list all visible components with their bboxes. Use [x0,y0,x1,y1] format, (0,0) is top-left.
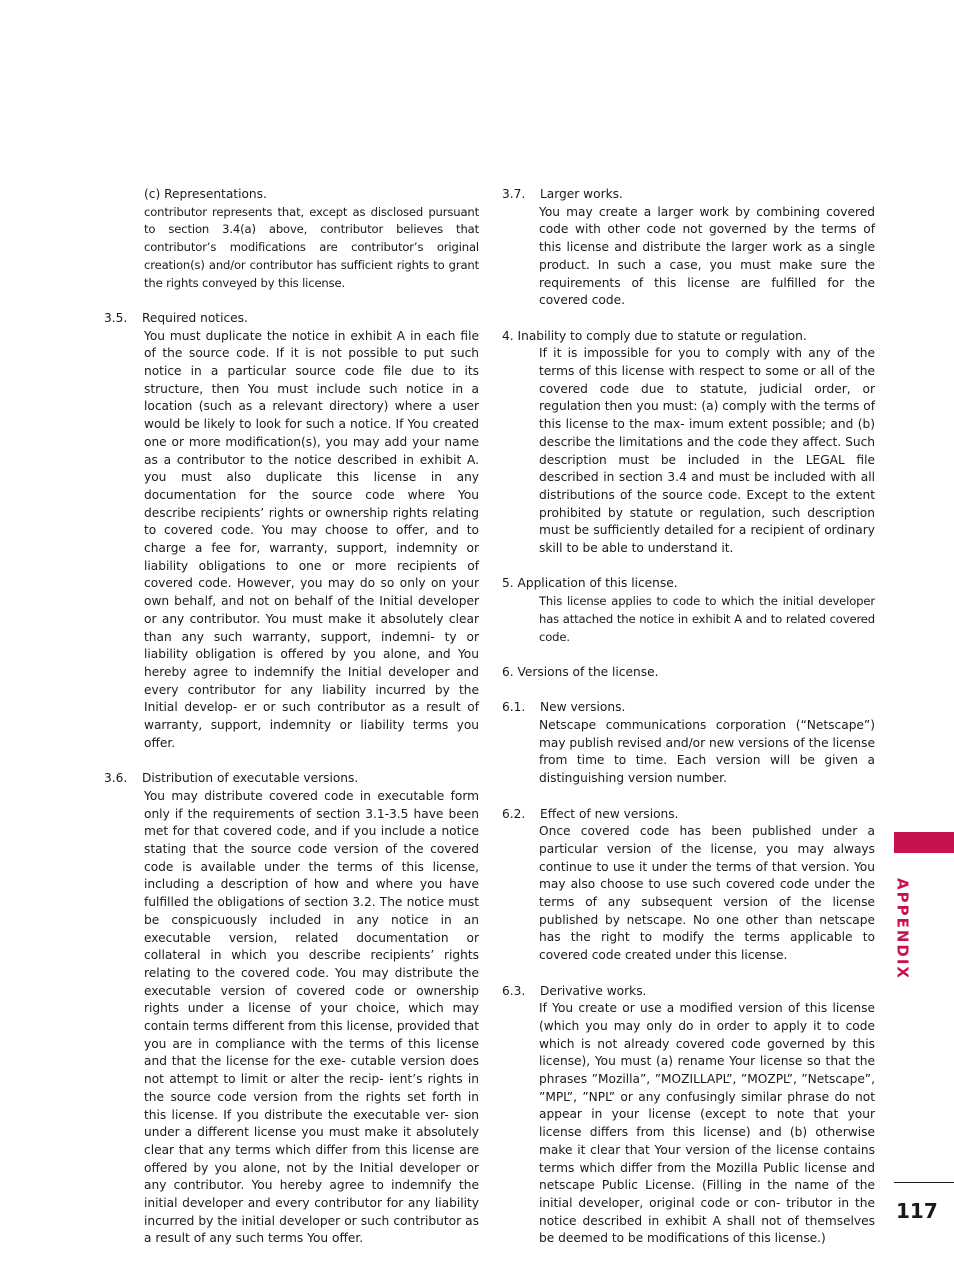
section-5-body: This license applies to code to which the initial developer has attached the notice in exhibit A and to related covered code. [539,594,875,644]
section-6-1-heading [502,699,875,717]
section-3-7 [502,186,875,310]
section-number: 3.6. [104,771,128,786]
section-3-6 [104,770,479,1248]
section-3-5-body: You must duplicate the notice in exhibit A in each file of the source code. If it is not possible to put such notice in a particular source code file due to its structure, then You must include such notice in a location (such as a relevant directory) where a user would be likely to look for such a notice. If You created one or more modification(s), you may add your name as a contributor to the notice described in exhibit A. you must also duplicate this license in any documentation for the source code where You describe recipients’ rights or ownership rights relating to covered code. You may choose to offer, and to charge a fee for, warranty, support, indemnity or liability obligations to one or more recipients of covered code. However, you may do so only on your own behalf, and not on behalf of the Initial developer or any contributor. You must make it absolutely clear than any such warranty, support, indemni- ty or liability obligation is offered by you alone, and You hereby agree to indemnify the Initial developer and every contributor for any liability incurred by the Initial develop- er or such contributor as a result of warranty, support, indemnity or liability terms you offer. [144,328,479,750]
section-4-body: If it is impossible for you to comply with any of the terms of this license with respect to some or all of the covered code due to statute, judicial order, or regulation then you must: (a) comply with the terms of this license to the max- imum extent possible; and (b) describe the limitations and the code they affect. Such description must be included in the LEGAL file described in section 3.4 and must be included with all distributions of the source code. Except to the extent prohibited by statute or regulation, such description must be sufficiently detailed for a recipient of ordinary skill to be able to understand it. [539,346,875,556]
representations-heading: (c) Representations. [144,187,267,201]
section-title: New versions. [540,700,626,715]
section-6-2-heading [502,806,875,824]
section-6-heading: 6. Versions of the license. [502,664,659,679]
section-3-6-body: You may distribute covered code in executable form only if the requirements of section 3.1-3.5 have been met for that covered code, and if you include a notice stating that the source code version of the covered code is available under the terms of this license, including a description of how and where you have fulfilled the obligations of section 3.2. The notice must be conspicuously included in any notice in an executable version, related documentation or collateral in which you describe recipients’ rights relating to the covered code. You may distribute the executable version of covered code or ownership rights under a license of your choice, which may contain terms different from this license, provided that you are in compliance with the terms of this license and that the license for the exe- cutable version does not attempt to limit or alter the recip- ient’s rights in the source code version from the rights set forth in this license. If you distribute the executable ver- sion under a different license you must make it absolutely clear that any terms which differ from this license are offered by you alone, not by the Initial developer or any contributor. You hereby agree to indemnify the initial developer and every contributor for any liability incurred by the initial developer or such contributor as a result of any such terms You offer. [144,788,479,1246]
section-6-1-body: Netscape communications corporation (“Netscape”) may publish revised and/or new versions of the license from time to time. Each version will be given a distinguishing version number. [539,718,875,786]
section-3-6-heading [104,770,479,788]
section-number: 3.7. [502,187,526,201]
section-4 [502,328,875,558]
section-title: Larger works. [540,187,623,201]
section-title: Distribution of executable versions. [142,771,359,786]
section-5 [502,575,875,646]
section-3-5 [104,310,479,753]
appendix-tab-marker [894,832,954,853]
section-title: Required notices. [142,310,248,325]
section-6-3-heading [502,983,875,1001]
section-6-2 [502,806,875,965]
section-number: 6.2. [502,806,526,821]
section-6-2-body: Once covered code has been published under a particular version of the license, you may always continue to use it under the terms of that version. You may also choose to use such covered code under the terms of any subsequent version of the license published by netscape. No one other than netscape has the right to modify the terms applicable to covered code created under this license. [539,824,875,963]
section-number: 3.5. [104,310,128,325]
section-3-5-heading [104,310,479,328]
section-title: Derivative works. [540,983,647,998]
section-4-heading: 4. Inability to comply due to statute or regulation. [502,328,807,343]
appendix-label: APPENDIX [893,878,912,980]
left-column [104,186,479,1266]
section-6-3-body: If You create or use a modified version of this license (which you may only do in order to apply it to code which is not already covered code governed by this license), You must (a) rename Your license so that the phrases ”Mozilla”, ”MOZILLAPL”, ”MOZPL”, ”Netscape”, ”MPL”, ”NPL” or any confusingly similar phrase do not appear in your license (except to note that your license differs from this license) and (b) otherwise make it clear that Your version of the license contains terms which differ from the Mozilla Public license and netscape Public License. (Filling in the name of the initial developer, original code or con- tributor in the notice described in exhibit A shall not of themselves be deemed to be modifications of this license.) [539,1001,875,1246]
section-6 [502,664,875,682]
section-title: Effect of new versions. [540,806,679,821]
section-5-heading: 5. Application of this license. [502,576,678,591]
right-column [502,186,875,1266]
section-6-3 [502,983,875,1249]
section-3-7-body: You may create a larger work by combining covered code with other code not governed by the terms of this license and distribute the larger work as a single product. In such a case, you must make sure the requirements of this license are fulfilled for the covered code. [539,204,875,308]
page-number: 117 [896,1199,938,1223]
section-6-1 [502,699,875,788]
representations-section [104,186,479,292]
section-3-7-heading [502,186,875,204]
section-number: 6.3. [502,983,526,998]
section-number: 6.1. [502,700,526,715]
page-number-rule [894,1182,954,1183]
representations-body: contributor represents that, except as disclosed pursuant to section 3.4(a) above, contributor believes that contributor’s modifications are contributor’s original creation(s) and/or contributor has sufficient rights to grant the rights conveyed by this license. [144,204,479,290]
